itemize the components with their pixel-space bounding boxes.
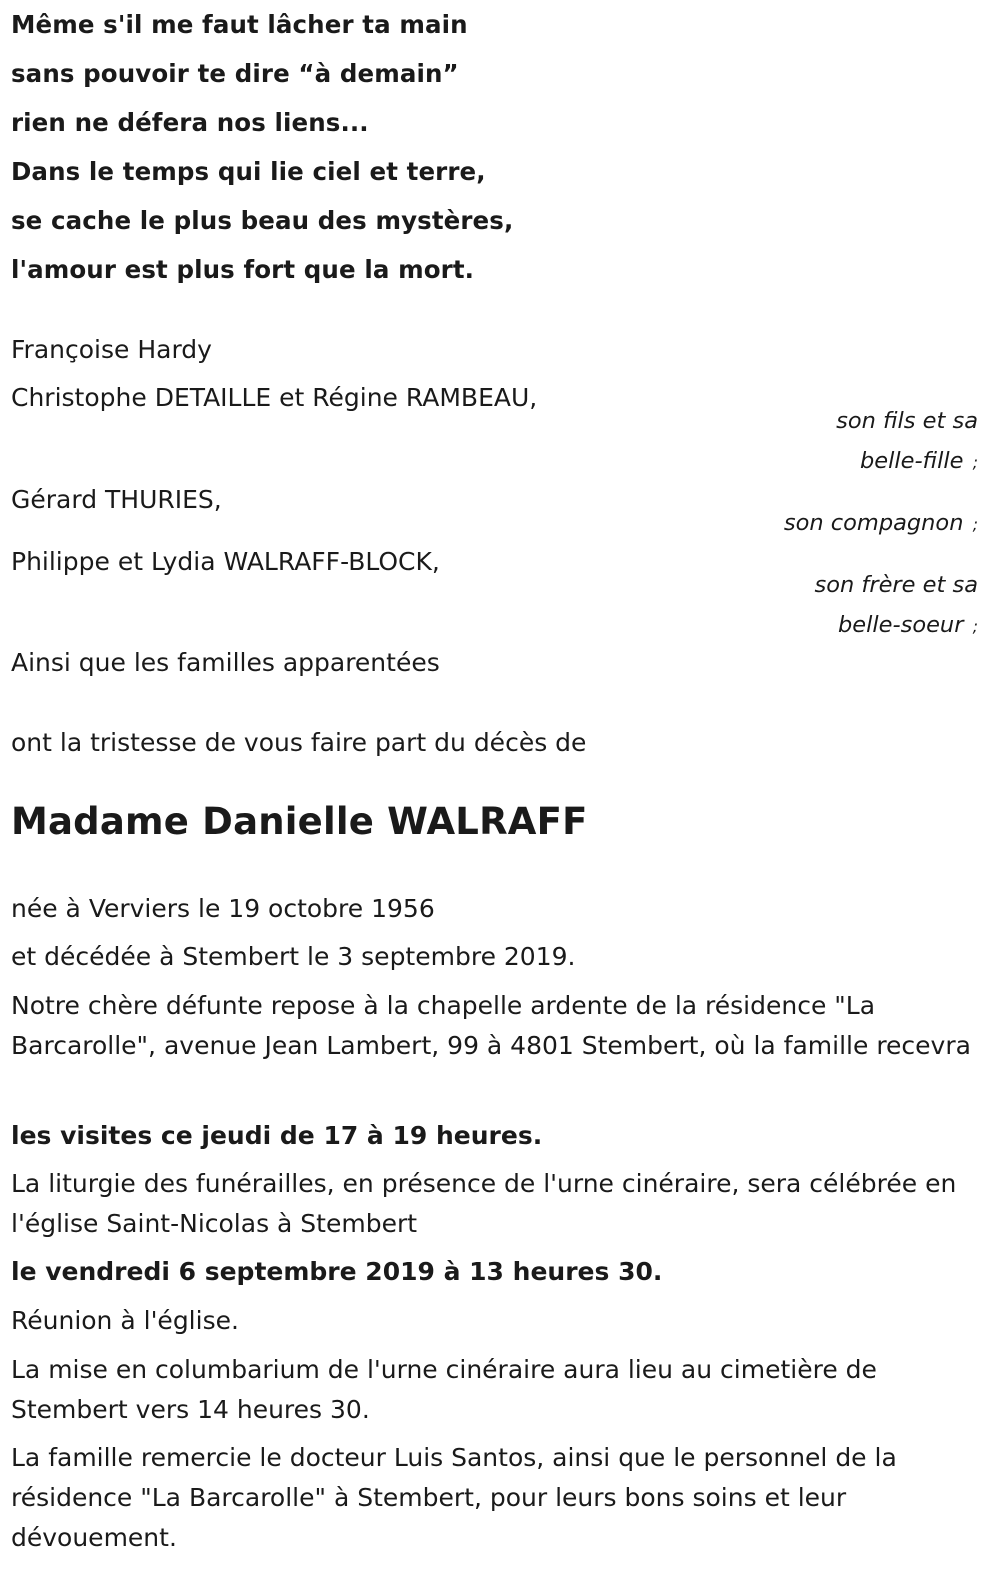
poem-line: Même s'il me faut lâcher ta main <box>11 10 468 39</box>
poem-line: se cache le plus beau des mystères, <box>11 206 514 235</box>
family-relation: belle-soeur ; <box>838 612 978 638</box>
meeting-line: Réunion à l'église. <box>11 1306 239 1335</box>
columbarium-paragraph: La mise en columbarium de l'urne cinéraire aura lieu au cimetière de Stembert vers 14 heures 30. <box>11 1355 877 1424</box>
deceased-name: Madame Danielle WALRAFF <box>11 800 588 843</box>
birth-line: née à Verviers le 19 octobre 1956 <box>11 894 435 923</box>
chapel-paragraph: Notre chère défunte repose à la chapelle ardente de la résidence "La Barcarolle", avenue Jean Lambert, 99 à 4801 Stembert, où la famille recevra <box>11 991 971 1060</box>
poem-line: Dans le temps qui lie ciel et terre, <box>11 157 486 186</box>
death-line: et décédée à Stembert le 3 septembre 2019. <box>11 942 576 971</box>
family-relation: son fils et sa <box>836 408 978 434</box>
poem-line: rien ne défera nos liens... <box>11 108 369 137</box>
family-relation: son frère et sa <box>814 572 978 598</box>
poem-line: sans pouvoir te dire “à demain” <box>11 59 459 88</box>
announcement: ont la tristesse de vous faire part du décès de <box>11 728 587 757</box>
poem-author: Françoise Hardy <box>11 335 212 364</box>
funeral-date-line: le vendredi 6 septembre 2019 à 13 heures 30. <box>11 1257 663 1286</box>
poem-line: l'amour est plus fort que la mort. <box>11 255 475 284</box>
family-names: Christophe DETAILLE et Régine RAMBEAU, <box>11 383 538 412</box>
family-relation: belle-fille ; <box>859 448 978 474</box>
thanks-paragraph: La famille remercie le docteur Luis Santos, ainsi que le personnel de la résidence "La Barcarolle" à Stembert, pour leurs bons soins et leur dévouement. <box>11 1443 897 1552</box>
family-names: Philippe et Lydia WALRAFF-BLOCK, <box>11 547 440 576</box>
relatives-line: Ainsi que les familles apparentées <box>11 648 440 677</box>
family-relation: son compagnon ; <box>783 510 978 536</box>
visits-line: les visites ce jeudi de 17 à 19 heures. <box>11 1121 543 1150</box>
family-names: Gérard THURIES, <box>11 485 222 514</box>
liturgy-paragraph: La liturgie des funérailles, en présence de l'urne cinéraire, sera célébrée en l'église Saint-Nicolas à Stembert <box>11 1169 957 1238</box>
